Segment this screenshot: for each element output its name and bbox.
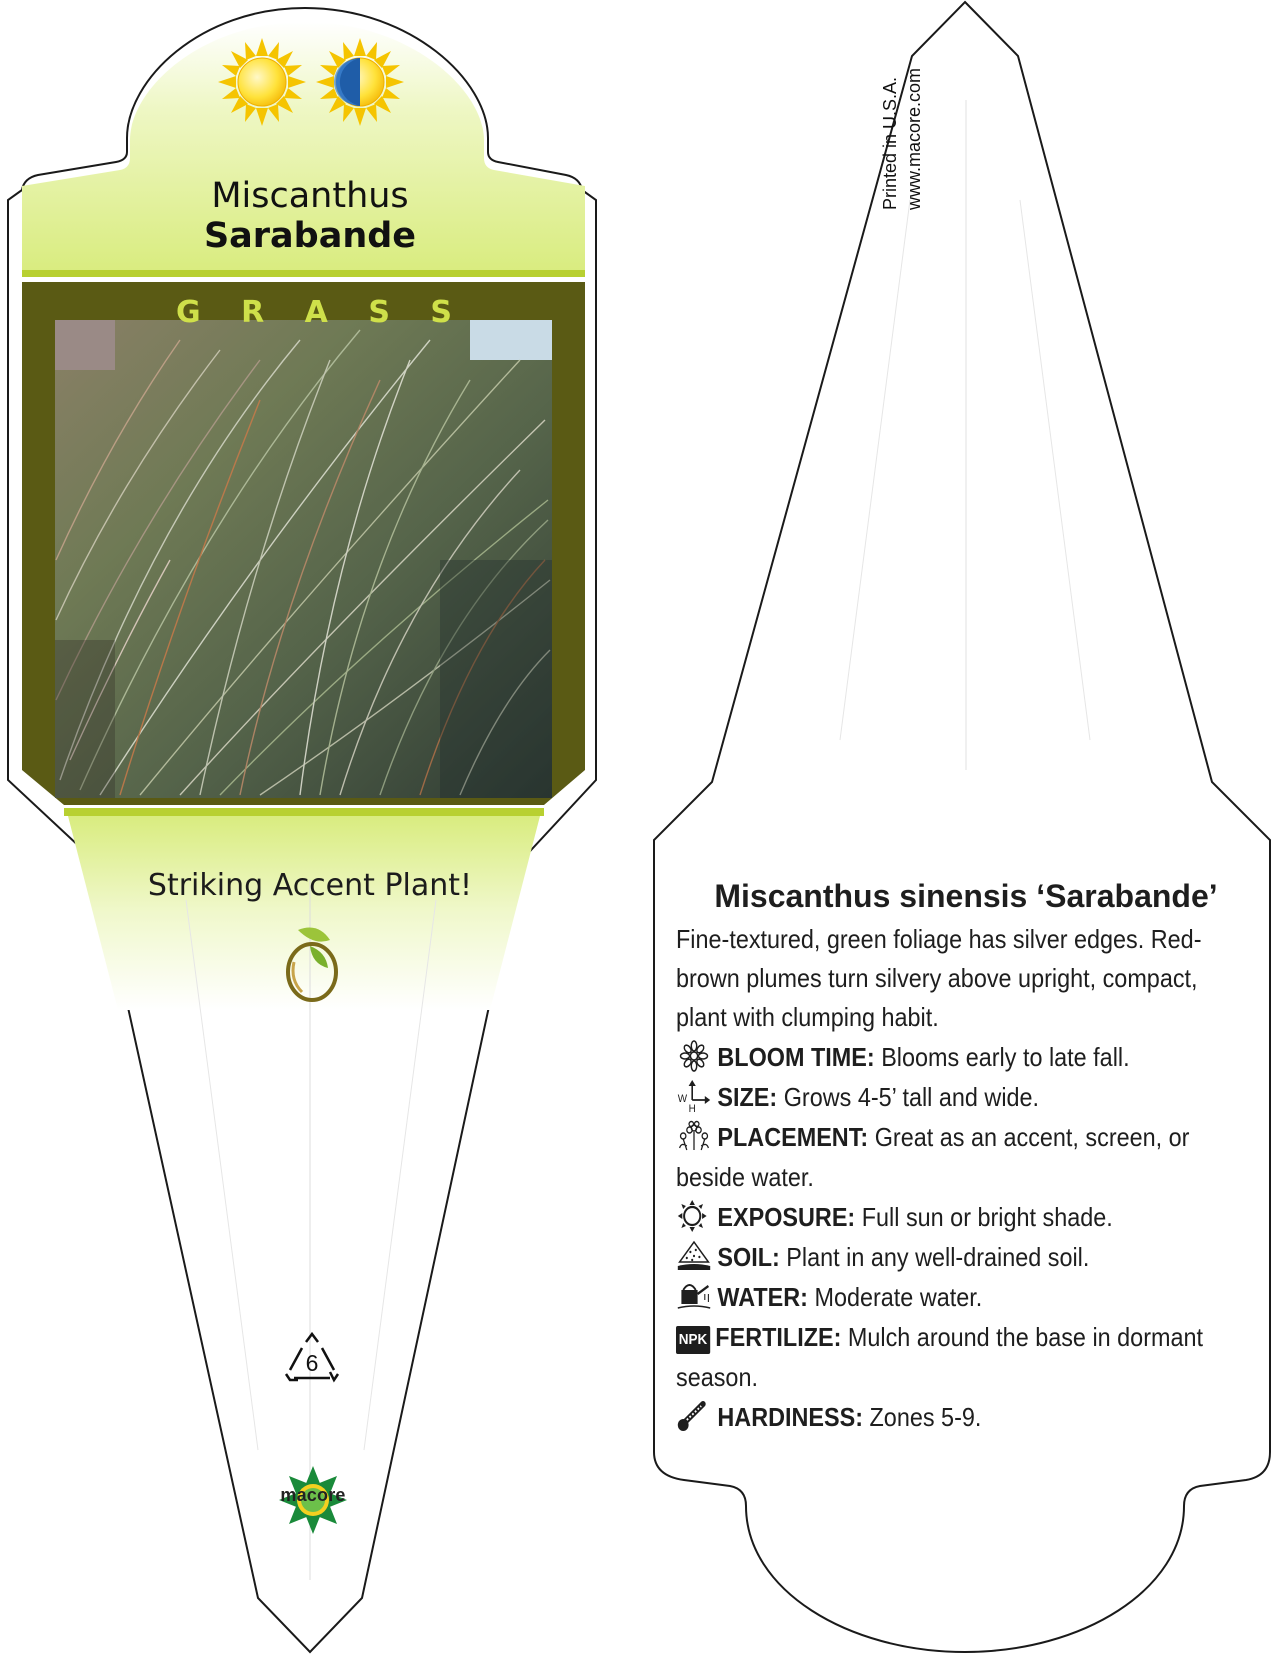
plant-cultivar: Sarabande <box>203 216 417 256</box>
info-text: Great as an accent, screen, or beside water. <box>676 1122 1190 1192</box>
info-placement <box>676 1117 1252 1197</box>
info-label: WATER: <box>717 1282 808 1312</box>
website: www.macore.com <box>904 67 924 210</box>
width-letter: W <box>677 1093 688 1106</box>
watering-can-icon <box>676 1280 712 1312</box>
info-label: HARDINESS: <box>717 1402 864 1432</box>
info-text: Plant in any well-drained soil. <box>779 1242 1090 1272</box>
brand-logo-text: macore <box>280 1485 346 1505</box>
plant-description: Fine-textured, green foliage has silver edges. Red-brown plumes turn silvery above upright, compact, plant with clumping habit. <box>676 924 1202 1032</box>
flower-icon <box>676 1040 712 1072</box>
npk-icon: NPK <box>676 1326 710 1354</box>
info-text: Full sun or bright shade. <box>855 1202 1113 1232</box>
category-letter: R <box>241 295 265 330</box>
soil-icon <box>676 1240 712 1272</box>
info-label: EXPOSURE: <box>717 1202 856 1232</box>
care-info-list <box>676 1037 1256 1437</box>
info-label: SOIL: <box>717 1242 780 1272</box>
thermometer-icon <box>676 1400 712 1432</box>
category-letter: S <box>368 295 390 330</box>
plant-genus: Miscanthus <box>211 176 409 216</box>
info-text: Mulch around the base in dormant season. <box>676 1322 1204 1392</box>
botanical-name: Miscanthus sinensis ‘Sarabande’ <box>714 878 1218 914</box>
printed-info <box>880 50 1090 210</box>
back-info <box>676 876 1256 1437</box>
info-water <box>676 1277 1252 1317</box>
info-label: SIZE: <box>717 1082 778 1112</box>
recycle-number: 6 <box>305 1350 319 1376</box>
category-letter: S <box>430 295 452 330</box>
placement-flowers-icon <box>676 1120 712 1152</box>
info-text: Zones 5-9. <box>863 1402 982 1432</box>
info-hardiness <box>676 1397 1252 1437</box>
printed-in-usa: Printed in U.S.A. <box>880 76 900 210</box>
info-exposure <box>676 1197 1252 1237</box>
info-size <box>676 1077 1252 1117</box>
info-label: FERTILIZE: <box>715 1322 842 1352</box>
sun-outline-icon <box>676 1200 712 1232</box>
info-label: BLOOM TIME: <box>717 1042 875 1072</box>
category-letter: G <box>176 295 201 330</box>
info-text: Moderate water. <box>807 1282 983 1312</box>
info-soil <box>676 1237 1252 1277</box>
info-fertilize <box>676 1317 1252 1397</box>
plant-tagline: Striking Accent Plant! <box>147 868 473 903</box>
info-bloom-time <box>676 1037 1252 1077</box>
info-label: PLACEMENT: <box>717 1122 869 1152</box>
height-letter: H <box>688 1103 696 1112</box>
info-text: Grows 4-5’ tall and wide. <box>777 1082 1040 1112</box>
category-letter: A <box>304 295 328 330</box>
info-text: Blooms early to late fall. <box>874 1042 1130 1072</box>
width-height-icon <box>676 1080 712 1112</box>
